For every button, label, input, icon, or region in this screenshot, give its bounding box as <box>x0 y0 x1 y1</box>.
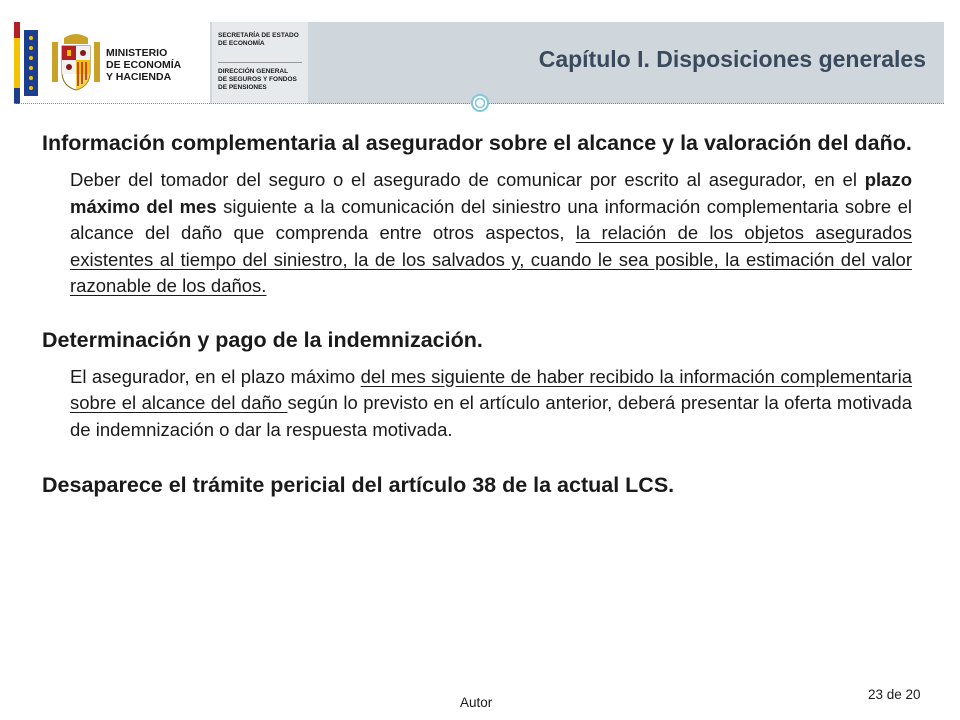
logo-separator <box>218 62 302 63</box>
ministry-logo <box>14 22 308 104</box>
flag-strip <box>14 22 20 104</box>
ministry-name: MINISTERIO DE ECONOMÍA Y HACIENDA <box>106 47 182 83</box>
section-paragraph-indemnity <box>70 364 912 444</box>
directorate-name: DIRECCIÓN GENERAL DE SEGUROS Y FONDOS DE PENSIONES <box>218 68 297 91</box>
footer-author: Autor <box>460 695 493 710</box>
text-run: El asegurador, en el plazo máximo <box>70 365 361 387</box>
ministry-logo-secondary <box>212 22 308 104</box>
ministry-logo-main <box>14 22 210 104</box>
underlined-text: del mes siguiente de haber recibido la información complementaria sobre el alcance del daño <box>70 365 912 413</box>
page-number: 23 de 20 <box>868 687 921 702</box>
bold-text: plazo máximo del mes <box>70 169 912 217</box>
slide-content <box>42 128 912 501</box>
chapter-title: Capítulo I. Disposiciones generales <box>538 46 926 72</box>
text-run: según lo previsto en el artículo anterior, deberá presentar la oferta motivada de indemnización o dar la respuesta motivada. <box>70 392 912 440</box>
text-run: siguiente a la comunicación del siniestro una información complementaria sobre el alcance del daño que comprenda entre otros aspectos, <box>70 195 912 243</box>
section-heading-indemnity: Determinación y pago de la indemnización. <box>42 327 483 352</box>
underlined-text: la relación de los objetos asegurados existentes al tiempo del siniestro, la de los salvados y, cuando le sea posible, la estimación del valor razonable de los daños. <box>70 222 912 296</box>
coat-of-arms-icon <box>50 32 102 94</box>
section-heading-complementary-info: Información complementaria al asegurador sobre el alcance y la valoración del daño. <box>42 131 912 155</box>
text-run: Deber del tomador del seguro o el asegurado de comunicar por escrito al asegurador, en el <box>70 169 865 190</box>
eu-flag-icon <box>24 30 38 96</box>
section-paragraph-complementary-info <box>70 167 912 300</box>
ring-icon <box>470 93 490 113</box>
section-heading-expert-procedure: Desaparece el trámite pericial del artículo 38 de la actual LCS. <box>42 473 675 497</box>
secretariat-name: SECRETARÍA DE ESTADO DE ECONOMÍA <box>218 32 299 47</box>
